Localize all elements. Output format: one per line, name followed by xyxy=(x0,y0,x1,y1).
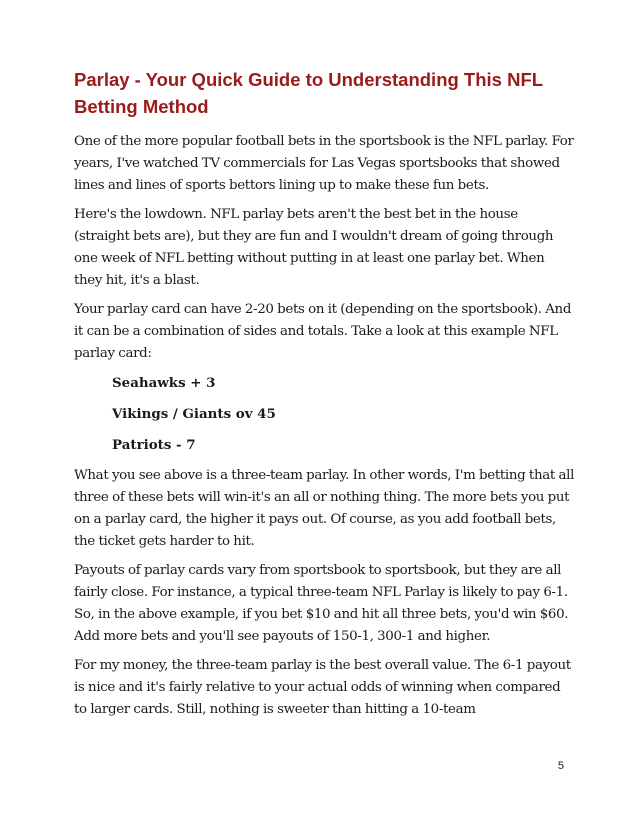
paragraph-three-team: What you see above is a three-team parlay. In other words, I'm betting that all three of these bets will win-it's an all or nothing thing. The more bets you put on a parlay card, the higher it pays out. Of course, as you add football bets, the ticket gets harder to hit. xyxy=(74,468,574,549)
paragraph-value: For my money, the three-team parlay is the best overall value. The 6-1 payout is nice and it's fairly relative to your actual odds of winning when compared to larger cards. Still, nothing is sweeter than hitting a 10-team xyxy=(74,658,571,717)
example-parlay-picks xyxy=(74,372,574,456)
paragraph-parlay-card: Your parlay card can have 2-20 bets on it (depending on the sportsbook). And it can be a combination of sides and totals. Take a look at this example NFL parlay card: xyxy=(74,302,572,361)
pick-patriots: Patriots - 7 xyxy=(112,437,196,453)
page-number: 5 xyxy=(557,760,564,772)
paragraph-intro: One of the more popular football bets in the sportsbook is the NFL parlay. For years, I've watched TV commercials for Las Vegas sportsbooks that showed lines and lines of sports bettors lining up to make these fun bets. xyxy=(74,134,574,193)
paragraph-payouts: Payouts of parlay cards vary from sportsbook to sportsbook, but they are all fairly close. For instance, a typical three-team NFL Parlay is likely to pay 6-1. So, in the above example, if you bet $10 and hit all three bets, you'd win $60. Add more bets and you'll see payouts of 150-1, 300-1 and higher. xyxy=(74,563,569,644)
pick-seahawks: Seahawks + 3 xyxy=(112,375,216,391)
document-page xyxy=(74,66,574,728)
pick-vikings-giants: Vikings / Giants ov 45 xyxy=(112,406,276,422)
paragraph-lowdown: Here's the lowdown. NFL parlay bets aren't the best bet in the house (straight bets are), but they are fun and I wouldn't dream of going through one week of NFL betting without putting in at least one parlay bet. When they hit, it's a blast. xyxy=(74,207,554,288)
document-title: Parlay - Your Quick Guide to Understanding This NFL Betting Method xyxy=(74,69,543,117)
